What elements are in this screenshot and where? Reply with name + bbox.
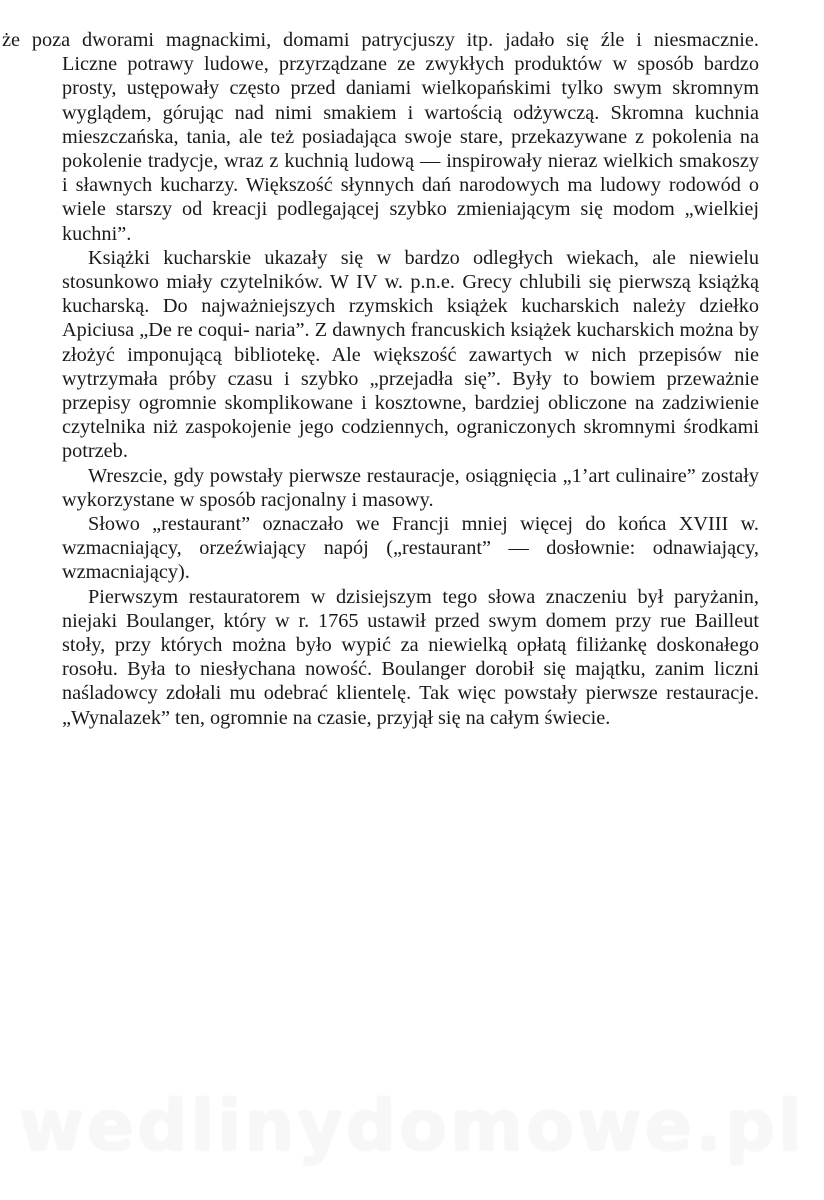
paragraph-continued-rest: Liczne potrawy ludowe, przyrządzane ze zwykłych produktów w sposób bardzo prosty, ustępowały często przed daniami wielkopańskimi tylko swym skromnym wyglądem, górując nad nimi smakiem i wartością odżywczą. Skromna kuchnia mieszczańska, tania, ale też posiadająca swoje stare, przekazywane z pokolenia na pokolenie tradycje, wraz z kuchnią ludową — inspirowały nieraz wielkich smakoszy i sławnych kucharzy. Większość słynnych dań narodowych ma ludowy rodowód o wiele starszy od kreacji podlegającej szybko zmieniającym się modom „wielkiej kuchni”. <box>62 53 759 245</box>
body-text <box>2 28 759 730</box>
paragraph-first-restaurants: Wreszcie, gdy powstały pierwsze restauracje, osiągnięcia „1’art culinaire” zostały wykorzystane w sposób racjonalny i masowy. <box>62 464 759 511</box>
paragraph-first-line: że poza dworami magnackimi, domami patrycjuszy itp. jadało się źle i niesmacznie. <box>2 29 759 51</box>
watermark: wedlinydomowe.pl <box>19 1085 805 1167</box>
paragraph-cookbooks: Książki kucharskie ukazały się w bardzo odległych wiekach, ale niewielu stosunkowo miały czytelników. W IV w. p.n.e. Grecy chlubili się pierwszą książką kucharską. Do najważniejszych rzymskich książek kucharskich należy dziełko Apiciusa „De re coqui- naria”. Z dawnych francuskich książek kucharskich można by złożyć imponującą bibliotekę. Ale większość zawartych w nich przepisów nie wytrzymała próby czasu i szybko „przejadła się”. Były to bowiem przeważnie przepisy ogromnie skomplikowane i kosztowne, bardziej obliczone na zadziwienie czytelnika niż zaspokojenie jego codziennych, ograniczonych skromnymi środkami potrzeb. <box>62 246 759 463</box>
paragraph-continued <box>2 28 759 246</box>
paragraph-boulanger: Pierwszym restauratorem w dzisiejszym tego słowa znaczeniu był paryżanin, niejaki Boulanger, który w r. 1765 ustawił przed swym domem przy rue Bailleut stoły, przy których można było wypić za niewielką opłatą filiżankę doskonałego rosołu. Była to niesłychana nowość. Boulanger dorobił się majątku, zanim liczni naśladowcy zdołali mu odebrać klientelę. Tak więc powstały pierwsze restauracje. „Wynalazek” ten, ogromnie na czasie, przyjął się na całym świecie. <box>62 585 759 729</box>
paragraph-word-restaurant: Słowo „restaurant” oznaczało we Francji mniej więcej do końca XVIII w. wzmacniający, orzeźwiający napój („restaurant” — dosłownie: odnawiający, wzmacniający). <box>62 513 759 584</box>
